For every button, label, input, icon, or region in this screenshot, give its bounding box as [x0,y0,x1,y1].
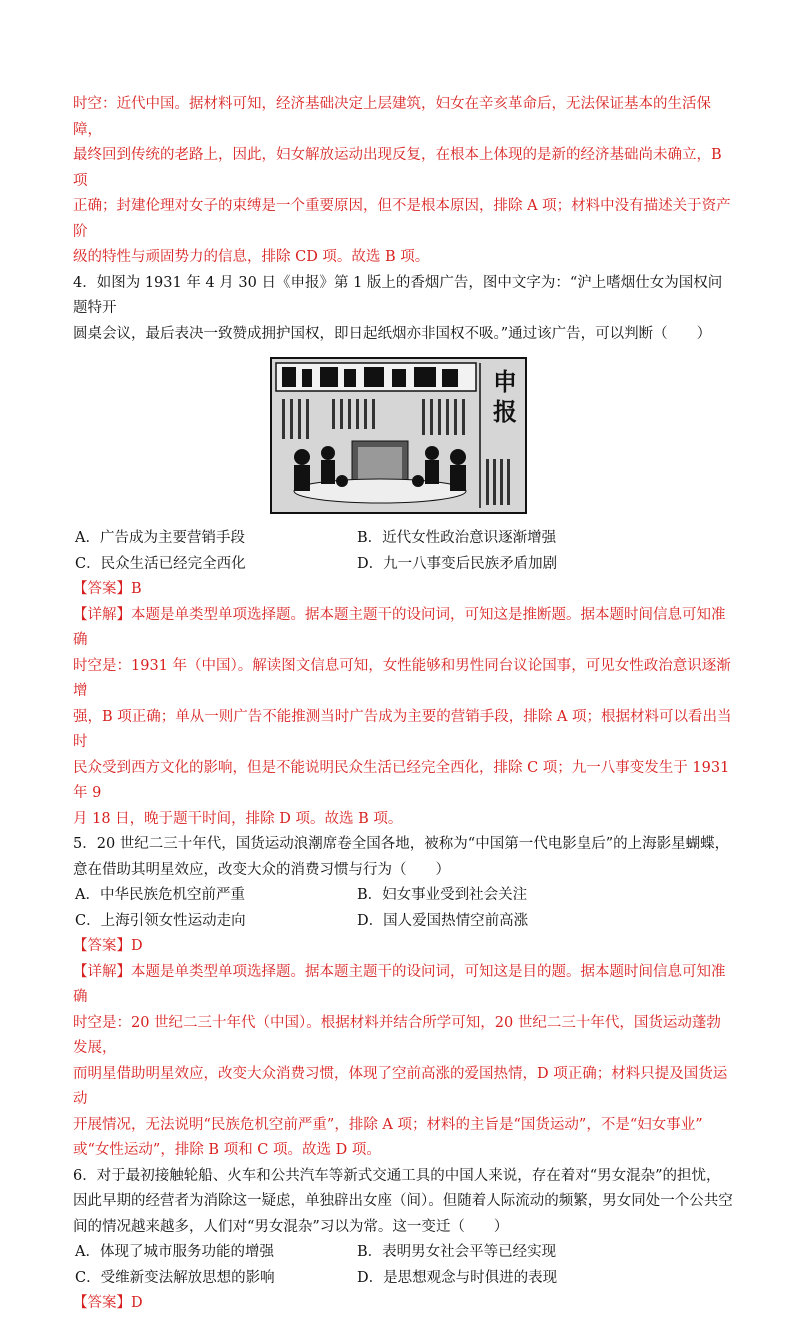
options-row [73,552,733,578]
question-stem: 4．如图为 1931 年 4 月 30 日《申报》第 1 版上的香烟广告，图中文字为：“沪上嗜烟仕女为国权问题特开 [73,274,723,316]
answer-label: 【答案】D [73,938,143,954]
masthead-char: 报 [493,397,517,426]
text-line: 【详解】本题是单类型单项选择题。据本题主题干的设问词，可知这是推断题。据本题时间信息可知准确 [73,606,726,648]
text-line: 时空：近代中国。据材料可知，经济基础决定上层建筑，妇女在辛亥革命后，无法保证基本的生活保障， [73,96,711,138]
text-line: 时空是：20 世纪二三十年代（中国）。根据材料并结合所学可知，20 世纪二三十年代，国货运动蓬勃发展， [73,1014,721,1056]
text-line: 最终回到传统的老路上，因此，妇女解放运动出现反复，在根本上体现的是新的经济基础尚未确立，B 项 [73,147,722,189]
newspaper-illustration [272,359,525,512]
options-row [73,1266,733,1292]
question-4 [73,271,733,833]
newspaper-masthead [491,367,519,427]
question-6 [73,1164,733,1317]
question-stem: 意在借助其明星效应，改变大众的消费习惯与行为（ ） [73,861,450,878]
document-page [73,92,733,1317]
question-stem: 圆桌会议，最后表决一致赞成拥护国权，即日起纸烟亦非国权不吸。”通过该广告，可以判断（ ） [73,325,712,342]
text-line: 级的特性与顽固势力的信息，排除 CD 项。故选 B 项。 [73,249,430,265]
newspaper-ad-image [270,357,527,514]
text-line: 而明星借助明星效应，改变大众消费习惯，体现了空前高涨的爱国热情，D 项正确；材料只提及国货运动 [73,1065,728,1107]
question-stem: 5．20 世纪二三十年代，国货运动浪潮席卷全国各地，被称为“中国第一代电影皇后”的上海影星蝴蝶， [73,836,730,852]
option-a: A．广告成为主要营销手段 [75,530,245,546]
options-row [73,526,733,552]
question-5 [73,832,733,1164]
options-row [73,883,733,909]
text-line: 正确；封建伦理对女子的束缚是一个重要原因，但不是根本原因，排除 A 项；材料中没有描述关于资产阶 [73,198,731,240]
text-line: 【详解】本题是单类型单项选择题。据本题主题干的设问词，可知这是目的题。据本题时间信息可知准确 [73,963,726,1005]
text-line: 民众受到西方文化的影响，但是不能说明民众生活已经完全西化，排除 C 项；九一八事变发生于 1931 年 9 [73,759,730,801]
text-line: 时空是：1931 年（中国）。解读图文信息可知，女性能够和男性同台议论国事，可见女性政治意识逐渐增 [73,657,731,699]
option-d: D．是思想观念与时俱进的表现 [357,1269,558,1286]
text-line: 或“女性运动”，排除 B 项和 C 项。故选 D 项。 [73,1142,381,1158]
text-line: 强，B 项正确；单从一则广告不能推测当时广告成为主要的营销手段，排除 A 项；根据材料可以看出当时 [73,708,732,750]
question-stem: 因此早期的经营者为消除这一疑虑，单独辟出女座（间）。但随着人际流动的频繁，男女同处一个公共空 [73,1193,733,1209]
option-b: B．近代女性政治意识逐渐增强 [357,530,557,546]
option-b: B．妇女事业受到社会关注 [357,887,528,903]
answer-label: 【答案】D [73,1295,143,1311]
question-stem: 6．对于最初接触轮船、火车和公共汽车等新式交通工具的中国人来说，存在着对“男女混杂”的担忧， [73,1167,721,1184]
options-row [73,1240,733,1266]
option-c: C．民众生活已经完全西化 [75,555,246,572]
option-c: C．受维新变法解放思想的影响 [75,1269,275,1286]
prev-explanation [73,92,733,271]
masthead-char: 申 [493,367,517,396]
answer-label: 【答案】B [73,581,142,597]
options-row [73,909,733,935]
option-d: D．国人爱国热情空前高涨 [357,912,529,929]
text-line: 开展情况，无法说明“民族危机空前严重”，排除 A 项；材料的主旨是“国货运动”，不是“妇女事业” [73,1116,703,1133]
question-stem: 间的情况越来越多，人们对“男女混杂”习以为常。这一变迁（ ） [73,1218,509,1235]
option-c: C．上海引领女性运动走向 [75,912,246,929]
option-a: A．中华民族危机空前严重 [75,887,245,903]
option-d: D．九一八事变后民族矛盾加剧 [357,555,558,572]
option-b: B．表明男女社会平等已经实现 [357,1244,557,1260]
text-line: 月 18 日，晚于题干时间，排除 D 项。故选 B 项。 [73,810,403,827]
option-a: A．体现了城市服务功能的增强 [75,1244,274,1260]
